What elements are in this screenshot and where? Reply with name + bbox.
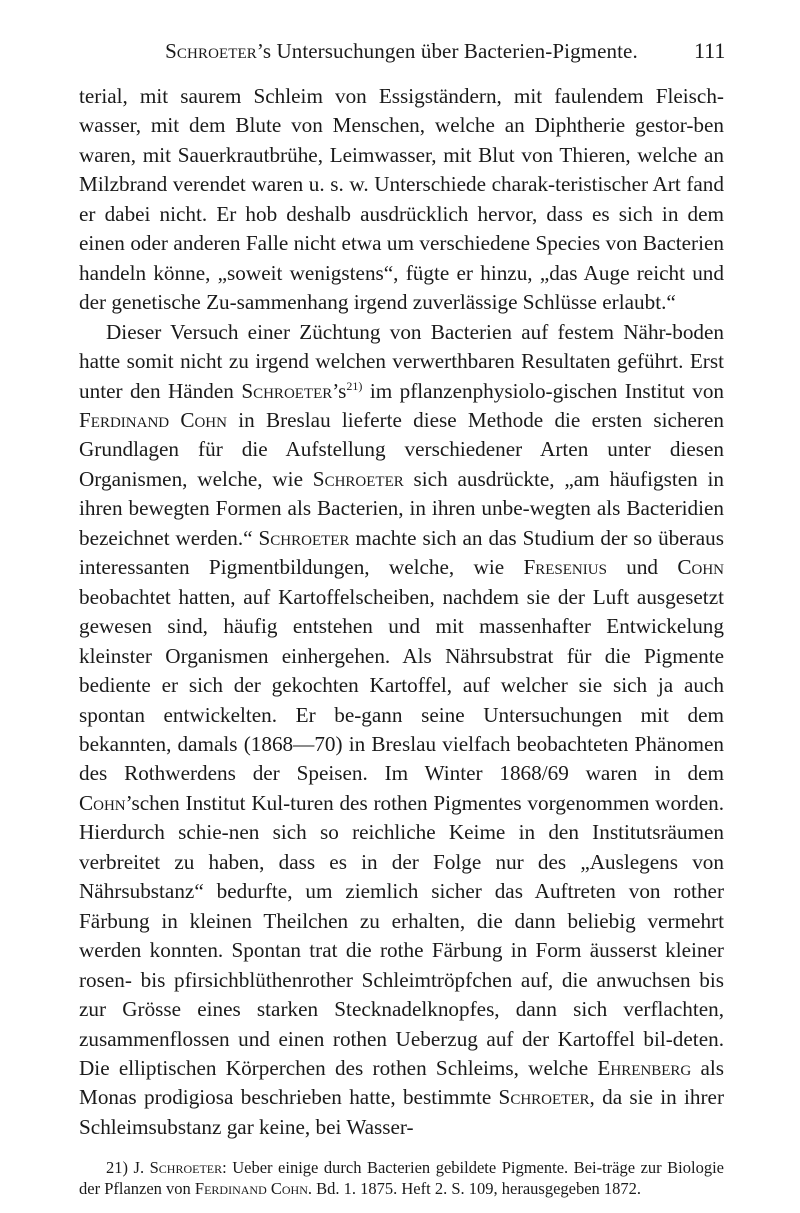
text-run: als Monas prodigiosa beschrieben hatte, bestimmte <box>79 1055 724 1110</box>
text-run: sich ausdrückte, „am häufigsten in ihren bewegten Formen als Bacterien, in ihren unbe-wegten als Bacteridien bezeichnet werden.“ <box>79 466 724 550</box>
footnote-number: 21) <box>106 1158 128 1178</box>
author-name: Schroeter <box>241 378 333 403</box>
author-name: Ferdinand Cohn <box>79 407 227 432</box>
text-run: , da sie in ihrer Schleimsubstanz gar keine, bei Wasser- <box>79 1085 725 1139</box>
running-head-author: Schroeter <box>165 39 257 63</box>
author-name: Schroeter <box>312 466 404 491</box>
text-run: im pflanzenphysiolo-gischen Institut von <box>362 378 725 403</box>
running-head-title-rest: ’s Untersuchungen über Bacterien-Pigmente. <box>256 39 638 63</box>
paragraph-continued: terial, mit saurem Schleim von Essigständern, mit faulendem Fleisch-wasser, mit dem Blute von Menschen, welche an Diphtherie gestor-ben waren, mit Sauerkrautbrühe, Leimwasser, mit Blut von Thieren, welche an Milzbrand verendet waren u. s. w. Unterschiede charak-teristischer Art fand er dabei nicht. Er hob deshalb ausdrücklich hervor, dass es sich in dem einen oder anderen Falle nicht etwa um verschiedene Species von Bacterien handeln könne, „soweit wenigstens“, fügte er hinzu, „das Auge reicht und der genetische Zu-sammenhang irgend zuverlässige Schlüsse erlaubt.“ <box>79 84 724 315</box>
footnote-reference: 21) <box>346 378 363 393</box>
footnote-editor: Ferdinand Cohn <box>194 1178 308 1198</box>
text-run: machte sich an das Studium der so überaus interessanten Pigmentbildungen, welche, wie <box>79 525 724 580</box>
running-head <box>79 38 724 72</box>
footnote-text: : Ueber einige durch Bacterien gebildete Pigmente. Bei-träge zur Biologie der Pflanzen von <box>79 1158 724 1198</box>
page-number: 111 <box>694 38 726 63</box>
author-name: Cohn <box>79 790 126 815</box>
author-name: Cohn <box>677 555 724 580</box>
text-run: und <box>606 555 678 580</box>
text-run: Dieser Versuch einer Züchtung von Bacterien auf festem Nähr-boden hatte somit nicht zu irgend welchen verwerthbaren Resultaten geführt. Erst unter den Händen <box>79 319 724 403</box>
footnote <box>79 1158 724 1199</box>
author-name: Fresenius <box>523 555 607 580</box>
running-head-title <box>109 39 694 64</box>
footnote-text: . Bd. 1. 1875. Heft 2. S. 109, herausgegeben 1872. <box>307 1178 642 1198</box>
author-name: Schroeter <box>258 525 350 550</box>
body-text <box>79 82 724 1142</box>
footnote-author: J. Schroeter <box>133 1158 223 1178</box>
author-name: Schroeter <box>498 1085 590 1110</box>
text-run: beobachtet hatten, auf Kartoffelscheiben, nachdem sie der Luft ausgesetzt gewesen sind, häufig entstehen und mit massenhafter Entwickelung kleinster Organismen einhergehen. Als Nährsubstrat für die Pigmente bediente er sich der gekochten Kartoffel, auf welcher sie sich ja auch spontan entwickelten. Er be-gann seine Untersuchungen mit dem bekannten, damals (1868—70) in Breslau vielfach beobachteten Phänomen des Rothwerdens der Speisen. Im Winter 1868/69 waren in dem <box>79 584 724 786</box>
text-run: ’s <box>332 378 347 403</box>
text-run: ’schen Institut Kul-turen des rothen Pigmentes vorgenommen worden. Hierdurch schie-nen sich so reichliche Keime in den Institutsräumen verbreitet zu haben, dass es in der Folge nur des „Auslegens von Nährsubstanz“ bedurfte, um ziemlich sicher das Auftreten von rother Färbung in kleinen Theilchen zu erhalten, die dann beliebig vermehrt werden konnten. Spontan trat die rothe Färbung in Form äusserst kleiner rosen- bis pfirsichblüthenrother Schleimtröpfchen auf, die anwuchsen bis zur Grösse eines starken Stecknadelknopfes, dann sich verflachten, zusammenflossen und einen rothen Ueberzug auf der Kartoffel bil-deten. Die elliptischen Körperchen des rothen Schleims, welche <box>79 790 724 1080</box>
paragraph <box>79 318 724 1143</box>
text-run: in Breslau lieferte diese Methode die ersten sicheren Grundlagen für die Aufstellung verschiedener Arten unter diesen Organismen, welche, wie <box>79 407 724 491</box>
author-name: Ehrenberg <box>597 1055 692 1080</box>
